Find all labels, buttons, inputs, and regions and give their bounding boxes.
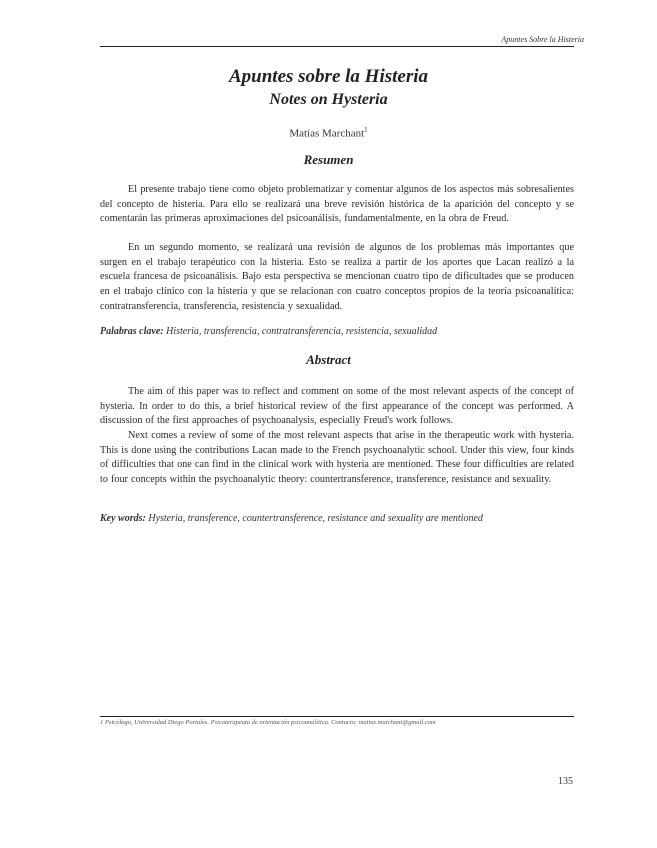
- footnote-rule: [100, 716, 574, 717]
- abstract-keywords-text: Hysteria, transference, countertransference, resistance and sexuality are mentioned: [148, 513, 483, 524]
- article-title: Apuntes sobre la Histeria: [229, 66, 428, 87]
- author-footnote-marker: 1: [364, 126, 368, 134]
- abstract-heading: Abstract: [306, 352, 351, 367]
- resumen-keywords-label: Palabras clave:: [100, 326, 164, 337]
- resumen-heading: Resumen: [303, 152, 354, 167]
- abstract-keywords-label: Key words:: [100, 513, 146, 524]
- abstract-paragraph-2: Next comes a review of some of the most relevant aspects that arise in the therapeutic work with hysteria. This is done using the contributions Lacan made to the French psychoanalytic school. Under this view, four kinds of difficulties that one can find in the clinical work with hysteria are mentioned. These four difficulties are related to four concepts within the psychoanalytic theory: countertransference, transference, resistance and sexuality.: [100, 430, 574, 486]
- page-number: 135: [558, 776, 573, 787]
- resumen-keywords-text: Histeria, transferencia, contratransferencia, resistencia, sexualidad: [166, 326, 438, 337]
- header-rule: [100, 46, 574, 47]
- running-head: Apuntes Sobre la Histeria: [501, 35, 584, 44]
- resumen-keywords: [100, 325, 574, 339]
- article-subtitle: Notes on Hysteria: [269, 91, 388, 108]
- author-footnote: 1 Psicólogo, Universidad Diego Portales. Psicoterapeuta de orientación psicoanalítica. Contacto: matias.marchant@gmail.com: [100, 719, 436, 726]
- author-name: [0, 126, 657, 140]
- author-name-text: Matías Marchant: [289, 127, 365, 140]
- resumen-paragraph-1: El presente trabajo tiene como objeto problematizar y comentar algunos de los aspectos más sobresalientes del concepto de histeria. Para ello se realizará una breve revisión histórica de la aparición del concepto y se comentarán las primeras aproximaciones del psicoanálisis, fundamentalmente, en la obra de Freud.: [100, 184, 574, 225]
- resumen-paragraph-2: En un segundo momento, se realizará una revisión de algunos de los problemas más importantes que surgen en el trabajo terapéutico con la histeria. Esto se realiza a partir de los aportes que Lacan realizó a la escuela francesa de psicoanálisis. Bajo esta perspectiva se mencionan cuatro tipo de dificultades que se producen en el trabajo clínico con la histeria y que se relacionan con cuatro conceptos propios de la teoría psicoanalítica: contratransferencia, transferencia, resistencia y sexualidad.: [100, 242, 574, 312]
- abstract-keywords: [100, 512, 574, 526]
- abstract-paragraph-1: The aim of this paper was to reflect and comment on some of the most relevant aspects of the concept of hysteria. In order to do this, a brief historical review of the first appearance of the concept was performed. A discussion of the first approaches of psychoanalysis, especially Freud's work follows.: [100, 386, 574, 427]
